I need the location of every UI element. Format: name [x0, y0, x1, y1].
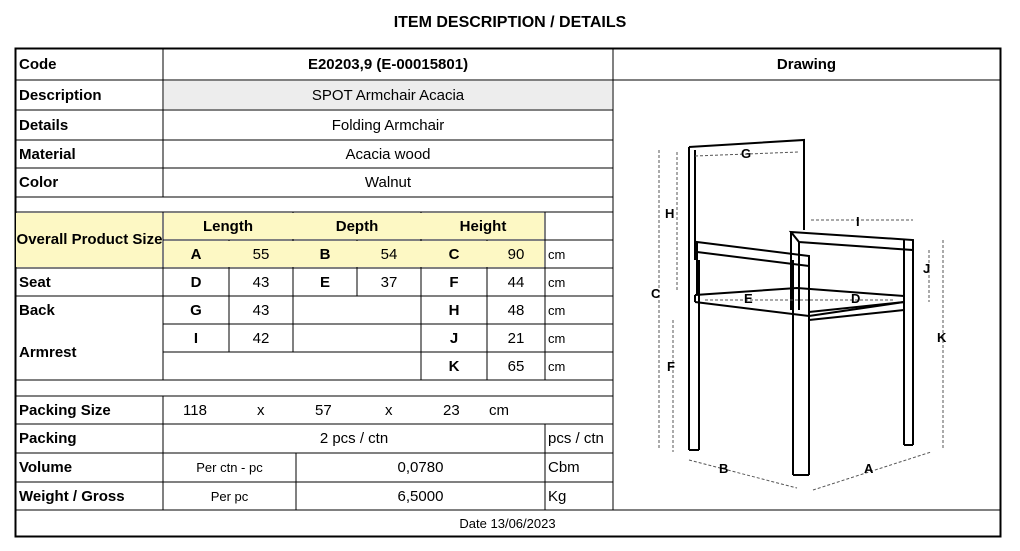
size-cell-v3: 48	[507, 301, 525, 319]
diagram-label-e: E	[744, 291, 753, 306]
size-row-label-back: Back	[19, 301, 55, 319]
description-label: Description	[19, 86, 102, 104]
packing-size-x2: x	[385, 401, 393, 419]
length-header: Length	[203, 217, 253, 235]
packing-size-x1: x	[257, 401, 265, 419]
size-cell-c2: B	[319, 245, 331, 263]
diagram-label-i: I	[856, 214, 860, 229]
diagram-label-j: J	[923, 261, 931, 276]
volume-unit: Cbm	[548, 459, 580, 476]
size-cell-c3: C	[448, 245, 460, 263]
size-cell-c1: A	[190, 245, 202, 263]
size-cell-v2: 37	[380, 273, 398, 291]
color-value: Walnut	[364, 174, 412, 191]
diagram-label-f: F	[667, 359, 675, 374]
size-row-label-armrest: Armrest	[19, 343, 77, 361]
volume-sub: Per ctn - pc	[196, 460, 263, 475]
size-cell-unit: cm	[548, 274, 566, 290]
size-cell-v3: 21	[507, 329, 525, 347]
color-label: Color	[19, 174, 59, 191]
size-cell-v2: 54	[380, 245, 398, 263]
diagram-label-h: H	[665, 206, 675, 221]
size-cell-unit: cm	[548, 246, 566, 262]
code-value: E20203,9 (E-00015801)	[307, 56, 469, 73]
diagram-label-a: A	[864, 461, 874, 476]
diagram-label-d: D	[851, 291, 861, 306]
size-cell-unit: cm	[548, 302, 566, 318]
size-row-label-seat: Seat	[19, 273, 51, 291]
size-cell-c3: H	[448, 301, 460, 319]
packing-size-unit: cm	[489, 401, 509, 419]
packing-size-label: Packing Size	[19, 401, 111, 419]
volume-label: Volume	[19, 459, 73, 476]
diagram-label-b: B	[719, 461, 729, 476]
details-value: Folding Armchair	[331, 116, 445, 134]
weight-label: Weight / Gross	[19, 487, 125, 505]
chair-drawing	[613, 80, 1000, 510]
size-cell-v3: 90	[507, 245, 525, 263]
packing-size-height: 23	[443, 401, 460, 419]
overall-size-label: Overall Product Size	[16, 231, 163, 248]
packing-label: Packing	[19, 430, 77, 447]
packing-size-length: 118	[183, 401, 207, 419]
size-cell-v1: 43	[252, 273, 270, 291]
code-label: Code	[19, 56, 57, 73]
weight-unit: Kg	[548, 487, 567, 505]
packing-unit: pcs / ctn	[548, 430, 604, 447]
depth-header: Depth	[335, 217, 379, 235]
size-cell-v1: 42	[252, 329, 270, 347]
volume-value: 0,0780	[397, 459, 444, 476]
details-label: Details	[19, 116, 69, 134]
material-value: Acacia wood	[345, 145, 431, 163]
diagram-label-c: C	[651, 286, 661, 301]
size-cell-c3: K	[448, 357, 460, 375]
page-title: ITEM DESCRIPTION / DETAILS	[393, 14, 627, 31]
size-cell-c1: D	[190, 273, 202, 291]
size-cell-unit: cm	[548, 330, 566, 346]
height-header: Height	[459, 217, 507, 235]
size-cell-v3: 65	[507, 357, 525, 375]
weight-value: 6,5000	[397, 487, 444, 505]
diagram-label-g: G	[741, 146, 752, 161]
size-cell-c3: F	[449, 273, 459, 291]
diagram-label-k: K	[937, 330, 947, 345]
date-footer: Date 13/06/2023	[459, 515, 556, 531]
size-cell-c3: J	[449, 329, 459, 347]
size-cell-v1: 55	[252, 245, 270, 263]
size-cell-v1: 43	[252, 301, 270, 319]
drawing-header: Drawing	[776, 56, 837, 73]
packing-size-width: 57	[315, 401, 332, 419]
description-value: SPOT Armchair Acacia	[164, 81, 612, 109]
size-cell-v3: 44	[507, 273, 525, 291]
size-cell-c2: E	[319, 273, 330, 291]
material-label: Material	[19, 145, 76, 163]
size-cell-c1: G	[190, 301, 202, 319]
size-cell-unit: cm	[548, 358, 566, 374]
size-cell-c1: I	[193, 329, 199, 347]
weight-sub: Per pc	[210, 488, 249, 504]
packing-value: 2 pcs / ctn	[319, 430, 389, 447]
